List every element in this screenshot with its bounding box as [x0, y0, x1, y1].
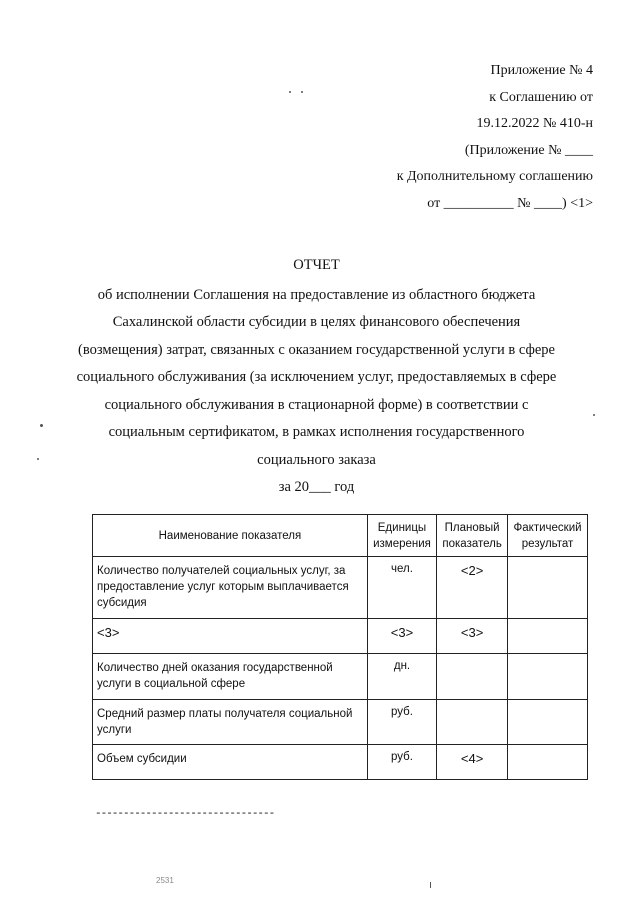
indicator-fact [508, 700, 588, 745]
report-title-line: социального обслуживания (за исключением услуг, предоставляемых в сфере [76, 369, 557, 385]
scan-speck [301, 91, 303, 93]
indicator-plan [437, 654, 508, 700]
scan-speck [593, 414, 595, 416]
report-title-line: социальным сертификатом, в рамках исполнения государственного [108, 424, 525, 440]
indicator-unit: руб. [367, 745, 436, 780]
table-header-row [93, 515, 588, 557]
report-title-line: социального заказа [257, 451, 376, 468]
indicator-name: Количество получателей социальных услуг, за предоставление услуг которым выплачивается субсидия [93, 557, 368, 619]
indicator-name: <3> [93, 619, 368, 654]
indicator-plan [437, 700, 508, 745]
indicators-table [92, 514, 588, 780]
appendix-line-3: 19.12.2022 № 410-н [476, 116, 593, 131]
header-fact: Фактический результат [508, 515, 588, 557]
report-title-line: Сахалинской области субсидии в целях финансового обеспечения [112, 314, 521, 330]
scan-mark: 2531 [156, 876, 174, 885]
indicator-name: Количество дней оказания государственной услуги в социальной сфере [93, 654, 368, 700]
table-row [93, 700, 588, 745]
appendix-reference [397, 58, 593, 217]
indicator-unit: чел. [367, 557, 436, 619]
appendix-line-5: к Дополнительному соглашению [396, 169, 593, 184]
indicator-name: Объем субсидии [93, 745, 368, 780]
table-row [93, 619, 588, 654]
report-title-line: об исполнении Соглашения на предоставление из областного бюджета [97, 286, 536, 303]
appendix-line-6: от __________ № ____) <1> [427, 195, 593, 211]
indicator-fact [508, 557, 588, 619]
appendix-line-4: (Приложение № ____ [464, 142, 593, 158]
header-unit: Единицы измерения [367, 515, 436, 557]
scan-speck [40, 424, 43, 427]
indicator-plan: <2> [437, 557, 508, 619]
report-title-line: социального обслуживания в стационарной форме) в соответствии с [104, 396, 529, 413]
appendix-line-1: Приложение № 4 [490, 63, 593, 78]
scan-speck [430, 882, 431, 888]
footnote-separator: -------------------------------- [95, 808, 275, 820]
report-heading: ОТЧЕТ [293, 257, 340, 273]
indicator-unit: дн. [367, 654, 436, 700]
indicator-fact [508, 745, 588, 780]
header-indicator-name: Наименование показателя [93, 515, 368, 557]
report-title [0, 252, 633, 502]
indicator-plan: <3> [437, 619, 508, 654]
appendix-line-2: к Соглашению от [489, 89, 593, 105]
indicator-fact [508, 654, 588, 700]
scan-speck [37, 458, 39, 460]
table-row [93, 557, 588, 619]
scan-speck [289, 91, 291, 93]
indicator-plan: <4> [437, 745, 508, 780]
header-plan: Плановый показатель [437, 515, 508, 557]
table-row [93, 745, 588, 780]
indicator-fact [508, 619, 588, 654]
indicator-unit: руб. [367, 700, 436, 745]
indicator-name: Средний размер платы получателя социальной услуги [93, 700, 368, 745]
report-period: за 20___ год [278, 479, 355, 495]
report-title-line: (возмещения) затрат, связанных с оказанием государственной услуги в сфере [78, 341, 555, 358]
indicator-unit: <3> [367, 619, 436, 654]
table-row [93, 654, 588, 700]
